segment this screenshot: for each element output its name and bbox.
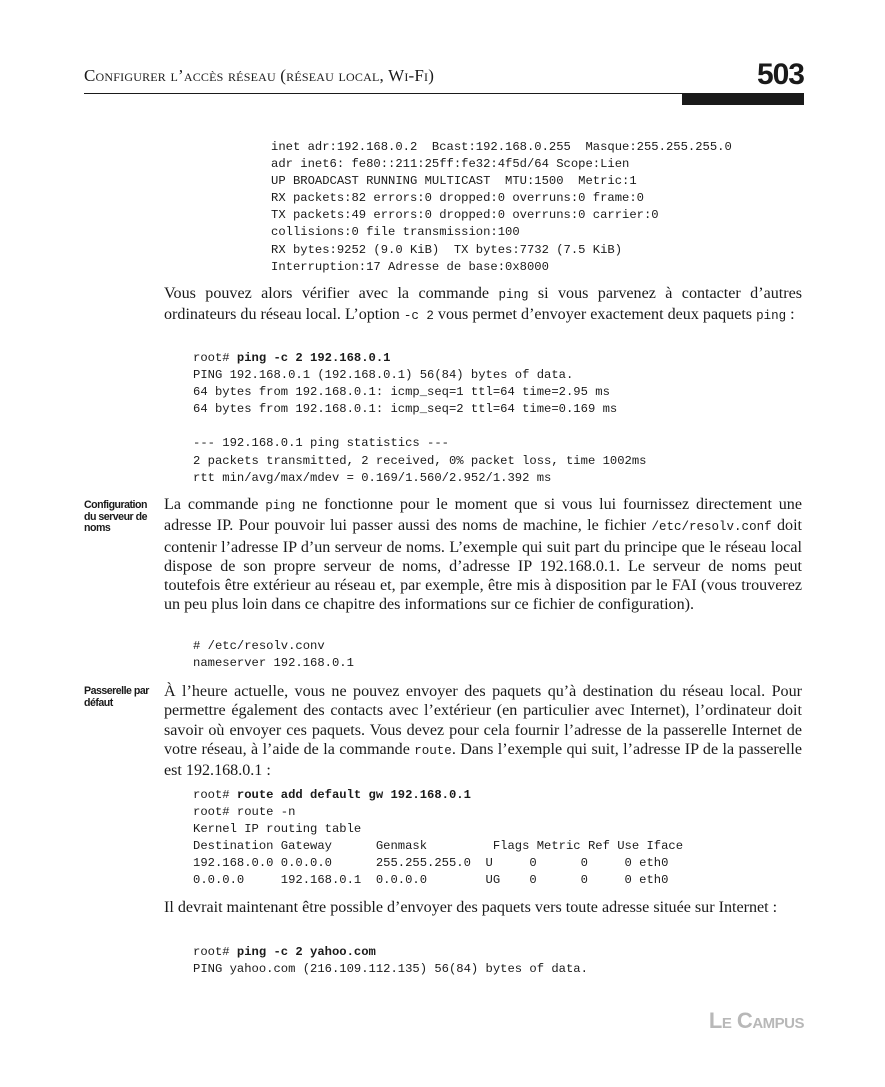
code-line: rtt min/avg/max/mdev = 0.169/1.560/2.952/1.392 ms (193, 470, 552, 485)
code-line: TX packets:49 errors:0 dropped:0 overruns:0 carrier:0 (271, 208, 659, 223)
publisher-logo: Le Campus (708, 1008, 804, 1033)
inline-code: ping (265, 499, 296, 513)
text: . Dans l’exemple qui suit, l’adresse IP de la passerelle est 192.168.0.1 : (164, 740, 802, 780)
sidenote-name-server: Configuration du serveur de noms (84, 499, 147, 534)
code-block-route (193, 787, 683, 890)
text: Il devrait maintenant être possible d’envoyer des paquets vers toute adresse située sur Internet : (164, 899, 778, 916)
page-header (84, 58, 804, 94)
code-line: Kernel IP routing table (193, 822, 362, 837)
code-block-ifconfig (271, 139, 732, 276)
code-line: UP BROADCAST RUNNING MULTICAST MTU:1500 Metric:1 (271, 174, 637, 189)
paragraph-internet (164, 898, 802, 917)
sidenote-gateway: Passerelle par défaut (84, 685, 149, 709)
code-prompt: root# (193, 788, 237, 802)
code-block-resolv (193, 638, 354, 672)
page-number: 503 (756, 58, 804, 91)
inline-code: route (414, 743, 452, 758)
code-line: Interruption:17 Adresse de base:0x8000 (271, 259, 549, 274)
code-prompt: root# (193, 351, 237, 365)
code-line: collisions:0 file transmission:100 (271, 225, 520, 240)
code-line: Destination Gateway Genmask Flags Metric Ref Use Iface (193, 839, 684, 854)
text: À l’heure actuelle, vous ne pouvez envoyer des paquets qu’à destination du réseau local. Pour permettre également des contacts avec l’extérieur (en particulier avec Internet), l’ordinateur doit savoir où envoyer ces paquets. Vous devez pour cela fournir l’adresse de la passerelle Internet de votre réseau, à l’aide de la commande (164, 683, 802, 758)
inline-code: -c 2 (403, 309, 434, 324)
code-line: 64 bytes from 192.168.0.1: icmp_seq=2 ttl=64 time=0.169 ms (193, 402, 618, 417)
code-command: route add default gw 192.168.0.1 (236, 788, 471, 802)
code-line: 0.0.0.0 192.168.0.1 0.0.0.0 UG 0 0 0 eth0 (193, 873, 669, 888)
text: Vous pouvez alors vérifier avec la commande (164, 285, 499, 302)
code-line: root# route -n (193, 805, 296, 820)
text: : (786, 306, 795, 324)
paragraph-resolv (164, 495, 802, 615)
inline-code: ping (756, 309, 787, 324)
code-line: PING 192.168.0.1 (192.168.0.1) 56(84) bytes of data. (193, 368, 574, 383)
text: doit contenir l’adresse IP d’un serveur de noms. L’exemple qui suit part du principe que le réseau local dispose de son propre serveur de noms, d’adresse IP 192.168.0.1. Le serveur de noms peut toutefois être extérieur au réseau et, par exemple, être mis à disposition par le FAI (vous trouverez un peu plus loin dans ce chapitre des informations sur ce fichier de configuration). (164, 517, 803, 614)
paragraph-ping (164, 284, 802, 327)
code-line: nameserver 192.168.0.1 (193, 656, 354, 671)
code-line: inet adr:192.168.0.2 Bcast:192.168.0.255 Masque:255.255.255.0 (271, 140, 732, 154)
code-line: adr inet6: fe80::211:25ff:fe32:4f5d/64 Scope:Lien (271, 157, 630, 172)
code-block-ping (193, 350, 646, 487)
code-line: --- 192.168.0.1 ping statistics --- (193, 436, 449, 451)
text: si vous parvenez à contacter d’autres ordinateurs du réseau local. L’option (164, 285, 802, 324)
text: ne fonctionne pour le moment que si vous lui fournissez directement une adresse IP. Pour pouvoir lui passer aussi des noms de machine, le fichier (164, 496, 802, 535)
text: vous permet d’envoyer exactement deux paquets (433, 306, 757, 324)
text: La commande (164, 496, 266, 513)
code-block-ping-yahoo (193, 944, 588, 978)
inline-code: /etc/resolv.conf (651, 520, 772, 535)
code-line: 2 packets transmitted, 2 received, 0% packet loss, time 1002ms (193, 453, 647, 468)
code-command: ping -c 2 yahoo.com (236, 945, 376, 959)
code-line: 192.168.0.0 0.0.0.0 255.255.255.0 U 0 0 0 eth0 (193, 856, 669, 871)
code-line: RX packets:82 errors:0 dropped:0 overruns:0 frame:0 (271, 191, 644, 206)
code-line: # /etc/resolv.conv (193, 639, 325, 653)
code-prompt: root# (193, 945, 237, 959)
code-command: ping -c 2 192.168.0.1 (236, 351, 391, 365)
code-line: PING yahoo.com (216.109.112.135) 56(84) bytes of data. (193, 962, 588, 977)
code-line: RX bytes:9252 (9.0 KiB) TX bytes:7732 (7.5 KiB) (271, 242, 623, 257)
header-rule-bar (682, 93, 804, 105)
running-title: Configurer l’accès réseau (réseau local, Wi-Fi) (84, 66, 435, 85)
inline-code: ping (498, 288, 529, 302)
code-line: 64 bytes from 192.168.0.1: icmp_seq=1 ttl=64 time=2.95 ms (193, 385, 610, 400)
paragraph-gateway (164, 682, 802, 780)
